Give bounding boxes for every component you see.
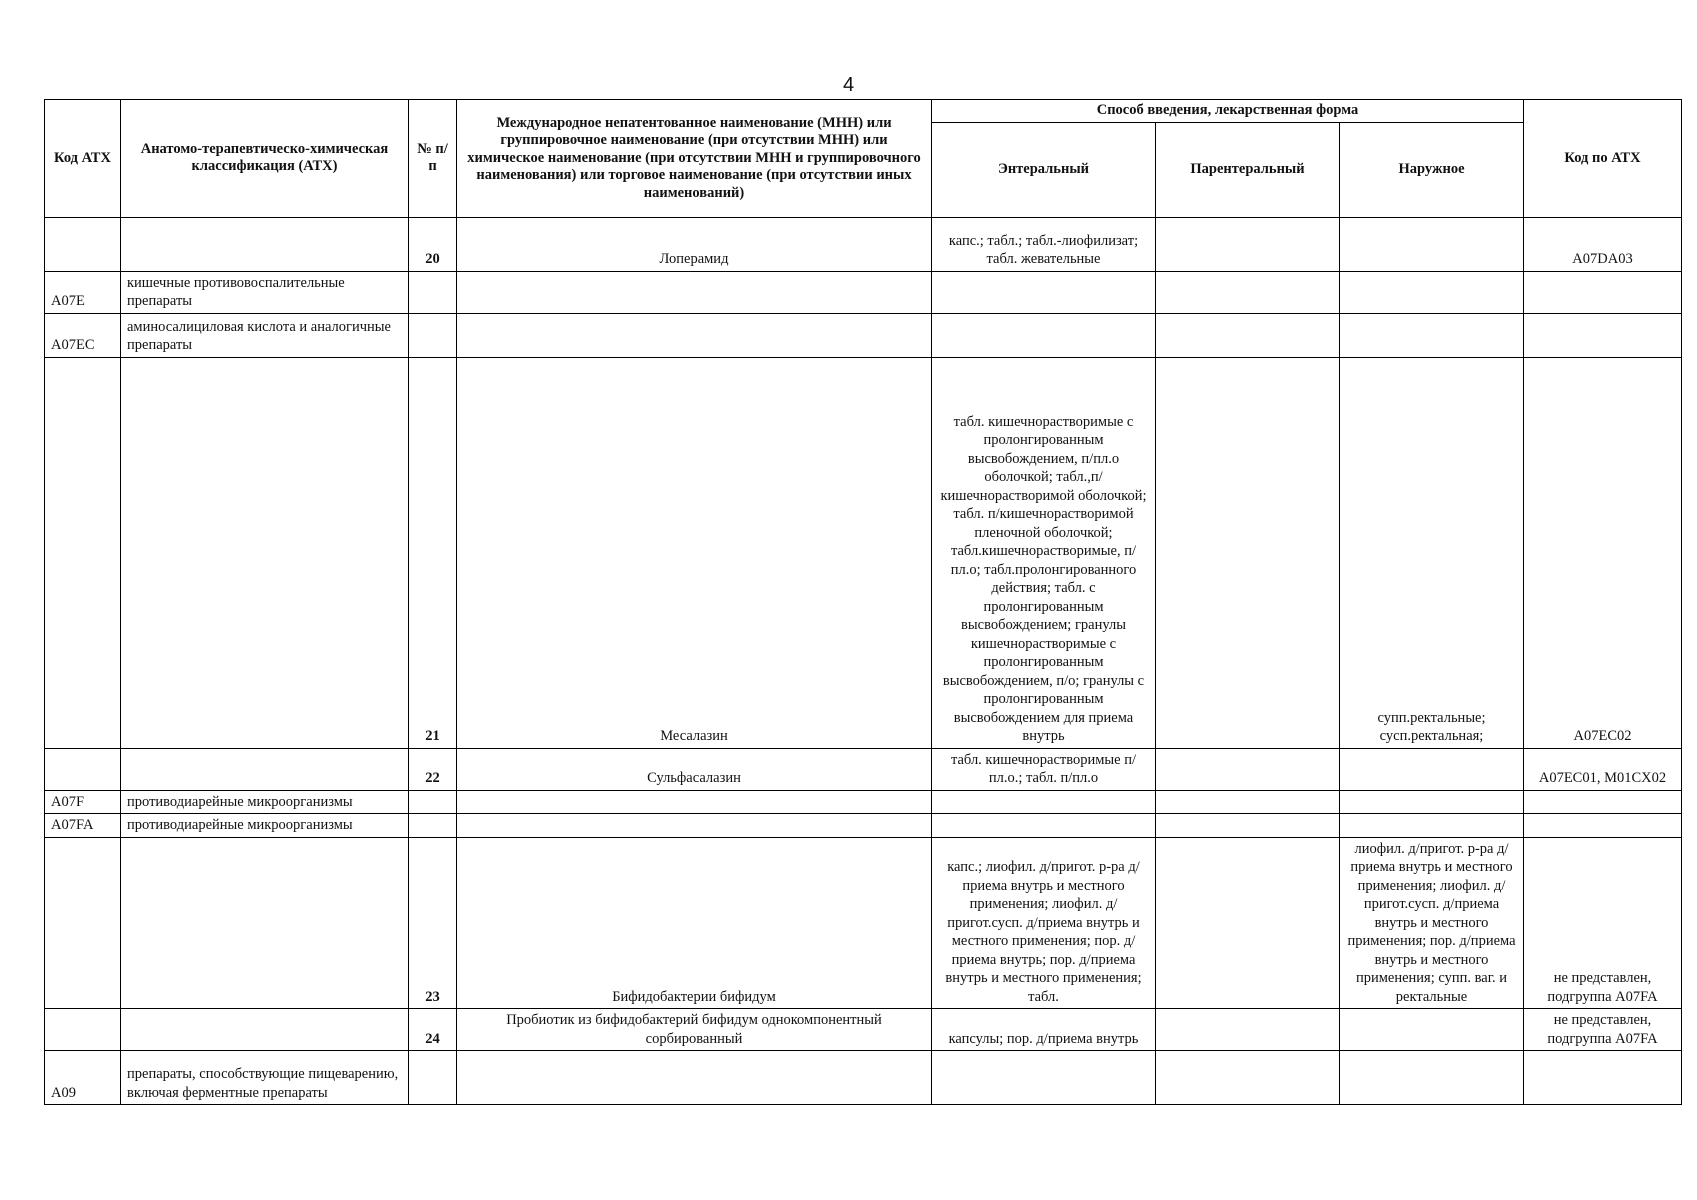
header-atx-code: Код по АТХ <box>1524 100 1682 218</box>
cell-parenteral <box>1156 271 1340 313</box>
cell-classification: противодиарейные микроорганизмы <box>121 814 409 838</box>
cell-enteral: табл. кишечнорастворимые с пролонгированным высвобождением, п/пл.о оболочкой; табл.,п/кишечнорастворимой оболочкой; табл. п/кишечнорастворимой пленочной оболочкой; табл.кишечнорастворимые, п/пл.о; табл.пролонгированного действия; табл. с пролонгированным высвобождением; гранулы кишечнорастворимые с пролонгированным высвобождением, п/о; гранулы с пролонгированным высвобождением для приема внутрь <box>932 357 1156 748</box>
cell-parenteral <box>1156 814 1340 838</box>
cell-code <box>45 217 121 271</box>
cell-code: A07FA <box>45 814 121 838</box>
cell-name <box>457 1051 932 1105</box>
cell-number <box>409 814 457 838</box>
cell-external <box>1340 313 1524 357</box>
cell-atx-code <box>1524 814 1682 838</box>
cell-number: 23 <box>409 837 457 1009</box>
cell-external: лиофил. д/пригот. р-ра д/приема внутрь и местного применения; лиофил. д/пригот.сусп. д/приема внутрь и местного применения; пор. д/приема внутрь и местного применения; супп. ваг. и ректальные <box>1340 837 1524 1009</box>
cell-parenteral <box>1156 357 1340 748</box>
cell-number: 22 <box>409 748 457 790</box>
cell-classification <box>121 1009 409 1051</box>
table-row <box>45 837 1682 1009</box>
cell-atx-code: не представлен, подгруппа A07FA <box>1524 1009 1682 1051</box>
cell-external <box>1340 1009 1524 1051</box>
cell-code: A07F <box>45 790 121 814</box>
cell-atx-code <box>1524 790 1682 814</box>
cell-number: 24 <box>409 1009 457 1051</box>
header-name: Международное непатентованное наименование (МНН) или группировочное наименование (при отсутствии МНН) или химическое наименование (при отсутствии МНН и группировочного наименования) или торговое наименование (при отсутствии иных наименований) <box>457 100 932 218</box>
cell-parenteral <box>1156 837 1340 1009</box>
cell-name <box>457 790 932 814</box>
cell-code <box>45 1009 121 1051</box>
cell-atx-code <box>1524 1051 1682 1105</box>
cell-classification <box>121 748 409 790</box>
cell-name: Месалазин <box>457 357 932 748</box>
cell-enteral: капс.; табл.; табл.-лиофилизат; табл. жевательные <box>932 217 1156 271</box>
cell-external <box>1340 271 1524 313</box>
cell-number: 21 <box>409 357 457 748</box>
cell-enteral: капс.; лиофил. д/пригот. р-ра д/приема внутрь и местного применения; лиофил. д/пригот.сусп. д/приема внутрь и местного применения; пор. д/приема внутрь; пор. д/приема внутрь и местного применения; табл. <box>932 837 1156 1009</box>
table-row <box>45 217 1682 271</box>
cell-code <box>45 357 121 748</box>
cell-classification <box>121 357 409 748</box>
cell-atx-code <box>1524 313 1682 357</box>
cell-atx-code <box>1524 271 1682 313</box>
cell-parenteral <box>1156 790 1340 814</box>
cell-parenteral <box>1156 1051 1340 1105</box>
cell-number <box>409 313 457 357</box>
cell-code: A07E <box>45 271 121 313</box>
cell-atx-code: A07DA03 <box>1524 217 1682 271</box>
cell-parenteral <box>1156 313 1340 357</box>
cell-name <box>457 313 932 357</box>
cell-enteral <box>932 271 1156 313</box>
header-code: Код АТХ <box>45 100 121 218</box>
cell-parenteral <box>1156 1009 1340 1051</box>
cell-external: супп.ректальные; сусп.ректальная; <box>1340 357 1524 748</box>
cell-name: Бифидобактерии бифидум <box>457 837 932 1009</box>
header-classification: Анатомо-терапевтическо-химическая классификация (АТХ) <box>121 100 409 218</box>
cell-enteral <box>932 1051 1156 1105</box>
cell-parenteral <box>1156 748 1340 790</box>
cell-name: Сульфасалазин <box>457 748 932 790</box>
cell-classification <box>121 217 409 271</box>
table-row <box>45 313 1682 357</box>
table-row <box>45 790 1682 814</box>
cell-atx-code: A07EC02 <box>1524 357 1682 748</box>
cell-external <box>1340 814 1524 838</box>
header-parenteral: Парентеральный <box>1156 122 1340 217</box>
table-row <box>45 357 1682 748</box>
cell-classification: аминосалициловая кислота и аналогичные препараты <box>121 313 409 357</box>
cell-external <box>1340 1051 1524 1105</box>
cell-classification: кишечные противовоспалительные препараты <box>121 271 409 313</box>
cell-number <box>409 271 457 313</box>
cell-enteral <box>932 814 1156 838</box>
cell-code <box>45 837 121 1009</box>
cell-number <box>409 790 457 814</box>
cell-name: Лоперамид <box>457 217 932 271</box>
table-row <box>45 748 1682 790</box>
cell-classification <box>121 837 409 1009</box>
table-row <box>45 1051 1682 1105</box>
page-number: 4 <box>842 74 855 96</box>
header-enteral: Энтеральный <box>932 122 1156 217</box>
cell-classification: противодиарейные микроорганизмы <box>121 790 409 814</box>
cell-external <box>1340 217 1524 271</box>
cell-code <box>45 748 121 790</box>
cell-name <box>457 271 932 313</box>
table-row <box>45 1009 1682 1051</box>
cell-name <box>457 814 932 838</box>
header-number: № п/п <box>409 100 457 218</box>
table-row <box>45 814 1682 838</box>
cell-external <box>1340 748 1524 790</box>
header-route-group: Способ введения, лекарственная форма <box>932 100 1524 123</box>
cell-atx-code: A07EC01, M01CX02 <box>1524 748 1682 790</box>
cell-code: A09 <box>45 1051 121 1105</box>
drug-table <box>44 99 1682 1105</box>
cell-enteral: капсулы; пор. д/приема внутрь <box>932 1009 1156 1051</box>
table-row <box>45 271 1682 313</box>
header-external: Наружное <box>1340 122 1524 217</box>
cell-number: 20 <box>409 217 457 271</box>
cell-enteral <box>932 313 1156 357</box>
cell-parenteral <box>1156 217 1340 271</box>
cell-code: A07EC <box>45 313 121 357</box>
cell-enteral <box>932 790 1156 814</box>
cell-number <box>409 1051 457 1105</box>
cell-enteral: табл. кишечнорастворимые п/пл.о.; табл. п/пл.о <box>932 748 1156 790</box>
cell-name: Пробиотик из бифидобактерий бифидум однокомпонентный сорбированный <box>457 1009 932 1051</box>
cell-external <box>1340 790 1524 814</box>
cell-atx-code: не представлен, подгруппа A07FA <box>1524 837 1682 1009</box>
table-header <box>45 100 1682 218</box>
cell-classification: препараты, способствующие пищеварению, включая ферментные препараты <box>121 1051 409 1105</box>
